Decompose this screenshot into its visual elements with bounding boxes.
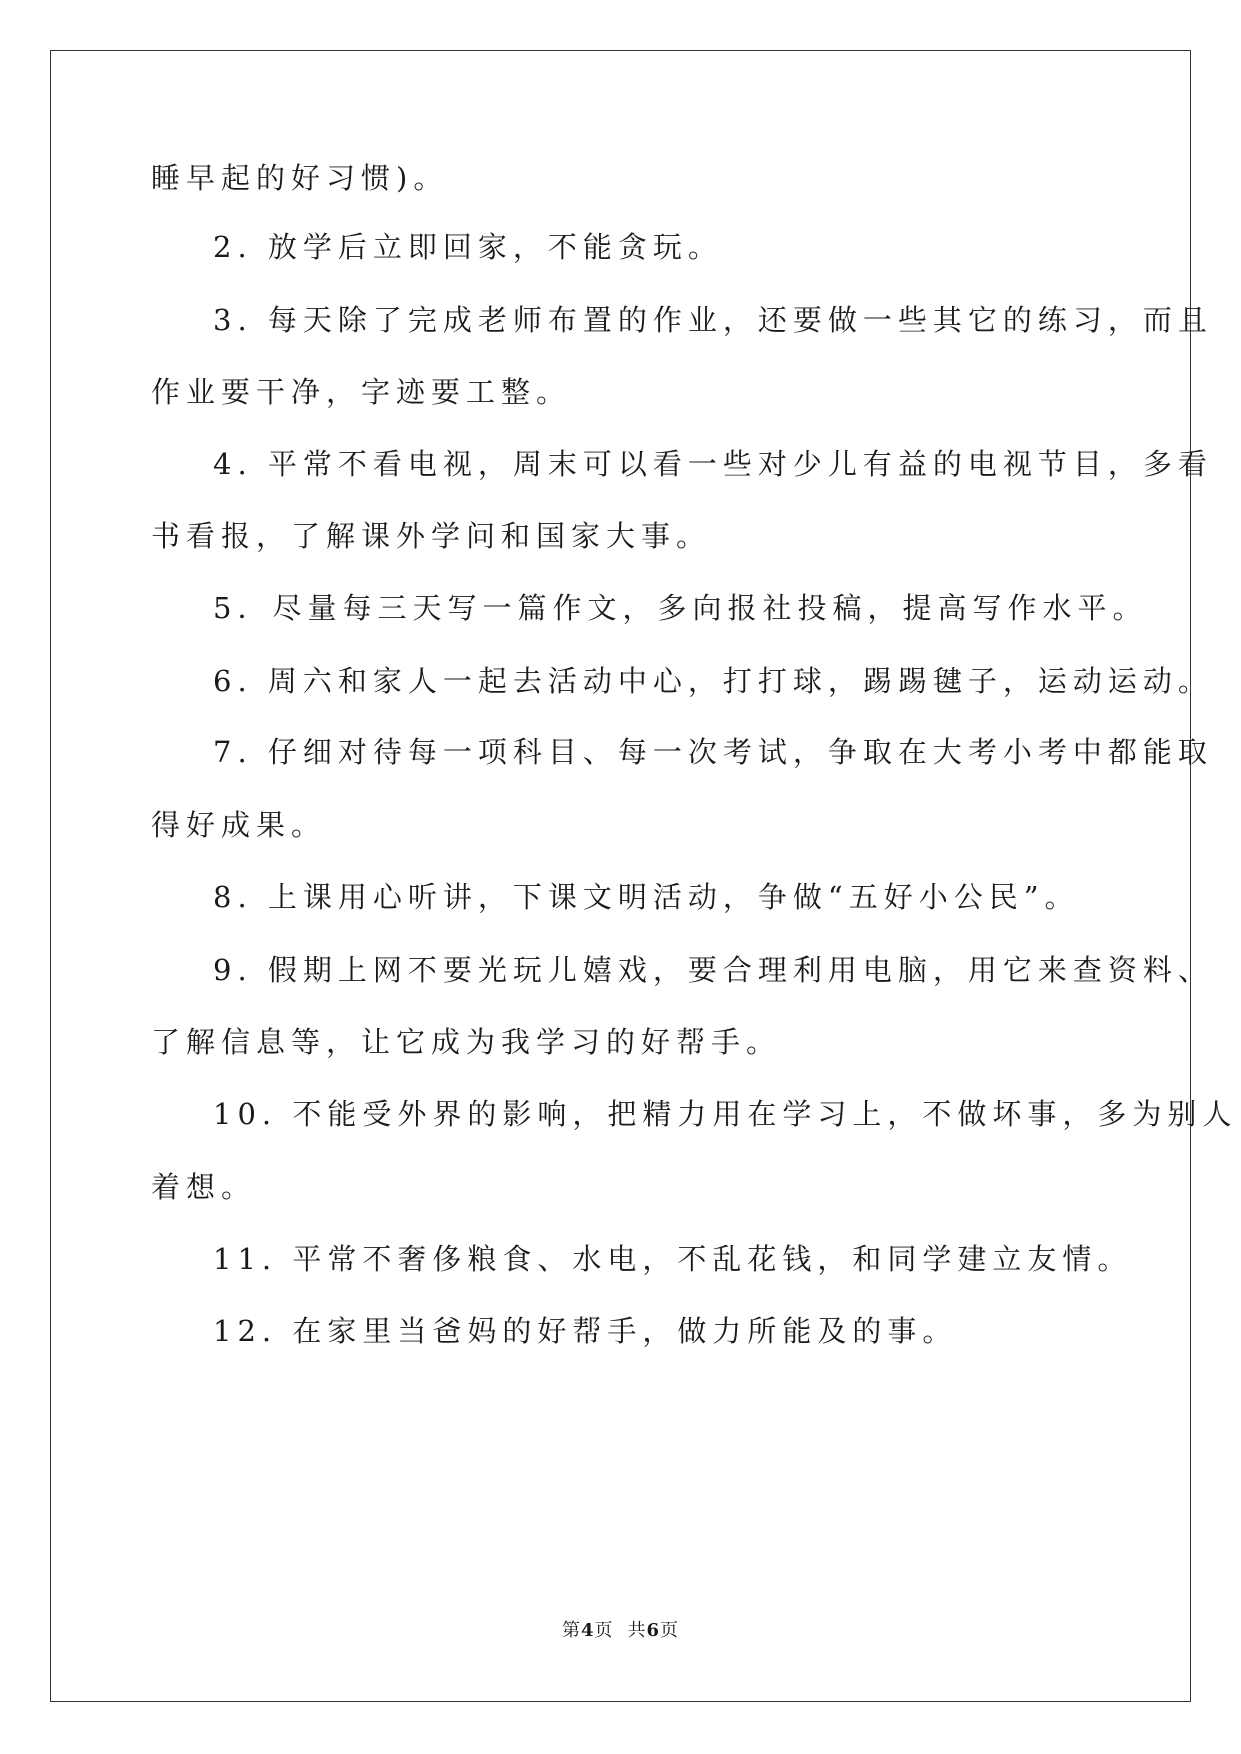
list-item-12: 12. 在家里当爸妈的好帮手，做力所能及的事。: [213, 1314, 958, 1348]
text-line: 了解信息等，让它成为我学习的好帮手。: [151, 1025, 782, 1059]
list-item-9: 9. 假期上网不要光玩儿嬉戏，要合理利用电脑，用它来查资料、: [213, 953, 1213, 987]
list-item-6: 6. 周六和家人一起去活动中心，打打球，踢踢毽子，运动运动。: [213, 664, 1213, 698]
list-item-5: 5．尽量每三天写一篇作文，多向报社投稿，提高写作水平。: [213, 591, 1148, 625]
footer-page-total: 6: [646, 1620, 661, 1641]
list-item-4: 4. 平常不看电视，周末可以看一些对少儿有益的电视节目，多看: [213, 447, 1213, 481]
list-item-3: 3. 每天除了完成老师布置的作业，还要做一些其它的练习，而且: [213, 303, 1213, 337]
text-line: 得好成果。: [151, 808, 327, 842]
footer-total-suffix: 页: [660, 1620, 680, 1641]
text-line: 睡早起的好习惯)。: [151, 161, 449, 195]
footer-total-prefix: 共: [627, 1620, 647, 1641]
footer-page-current: 4: [580, 1620, 595, 1641]
list-item-11: 11. 平常不奢侈粮食、水电，不乱花钱，和同学建立友情。: [213, 1242, 1133, 1276]
text-line: 作业要干净，字迹要工整。: [151, 375, 572, 409]
list-item-8: 8. 上课用心听讲，下课文明活动，争做“五好小公民”。: [213, 880, 1080, 914]
footer-page-suffix: 页: [594, 1620, 614, 1641]
list-item-2: 2. 放学后立即回家，不能贪玩。: [213, 230, 723, 264]
list-item-7: 7. 仔细对待每一项科目、每一次考试，争取在大考小考中都能取: [213, 735, 1213, 769]
footer-page-prefix: 第: [561, 1620, 581, 1641]
list-item-10: 10. 不能受外界的影响，把精力用在学习上，不做坏事，多为别人: [213, 1097, 1238, 1131]
text-line: 书看报，了解课外学问和国家大事。: [151, 519, 712, 553]
page-footer: [0, 1616, 1241, 1642]
text-line: 着想。: [151, 1170, 257, 1204]
page-border: [50, 50, 1191, 1702]
